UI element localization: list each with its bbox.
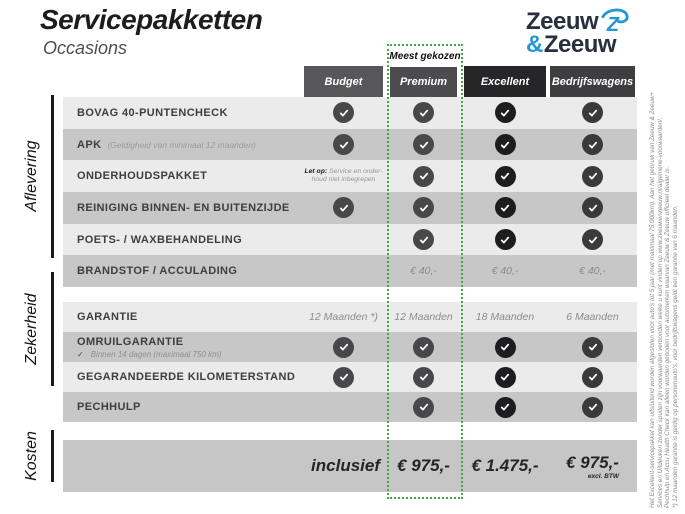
value-cell-excellent bbox=[462, 229, 548, 250]
kosten-row bbox=[63, 440, 637, 492]
kosten-excellent-price: € 1.475,- bbox=[471, 456, 539, 475]
section-zekerheid-rows bbox=[63, 302, 637, 422]
row-label-cell bbox=[63, 265, 302, 277]
logo-word-2: Zeeuw bbox=[543, 31, 617, 58]
check-icon bbox=[582, 197, 603, 218]
value-cell-excellent bbox=[462, 397, 548, 418]
value-cell-bedrijfswagens bbox=[548, 229, 637, 250]
check-icon bbox=[582, 367, 603, 388]
value-cell-premium bbox=[385, 367, 462, 388]
row-label-cell bbox=[63, 401, 302, 413]
value-cell-budget bbox=[302, 168, 385, 184]
check-icon bbox=[495, 134, 516, 155]
row-label-cell bbox=[63, 202, 302, 214]
value-cell-budget bbox=[302, 311, 385, 323]
footnote-text bbox=[649, 30, 679, 508]
row-label: PECHHULP bbox=[77, 401, 141, 413]
check-icon bbox=[495, 367, 516, 388]
table-row bbox=[63, 192, 637, 224]
check-icon bbox=[333, 367, 354, 388]
footnote-line: Het Excellent-servicepakket kan uitsluitend worden afgesloten voor auto's tot 5 jaar (met maximaal 75.000km). Aan het gebruik van Zeeuw & Zeeuw+ bbox=[649, 91, 656, 508]
value-cell-bedrijfswagens bbox=[548, 265, 637, 277]
table-row bbox=[63, 392, 637, 422]
check-icon bbox=[413, 397, 434, 418]
svg-text:Z: Z bbox=[606, 13, 619, 35]
check-icon bbox=[495, 337, 516, 358]
section-label-zekerheid: Zekerheid bbox=[23, 293, 40, 365]
row-label: BRANDSTOF / ACCULADING bbox=[77, 265, 238, 278]
row-label-cell bbox=[63, 336, 302, 359]
check-icon bbox=[413, 229, 434, 250]
kosten-bedrijfswagens-price: € 975,- bbox=[566, 452, 619, 472]
kosten-cell-bedrijfswagens bbox=[548, 453, 637, 480]
value-cell-premium bbox=[385, 102, 462, 123]
value-cell-bedrijfswagens bbox=[548, 197, 637, 218]
value-cell-premium bbox=[385, 197, 462, 218]
check-icon bbox=[582, 229, 603, 250]
check-icon bbox=[413, 367, 434, 388]
row-label-cell bbox=[63, 234, 302, 246]
value-cell-budget bbox=[302, 102, 385, 123]
row-label-cell bbox=[63, 139, 302, 151]
table-row bbox=[63, 332, 637, 362]
logo-line-2 bbox=[526, 31, 630, 58]
kosten-cell-excellent bbox=[462, 456, 548, 476]
kosten-cell-budget bbox=[302, 456, 385, 476]
column-header-row bbox=[63, 66, 637, 97]
table-row bbox=[63, 255, 637, 287]
check-icon bbox=[582, 397, 603, 418]
page-subtitle: Occasions bbox=[43, 38, 128, 58]
check-icon bbox=[582, 102, 603, 123]
value-cell-excellent bbox=[462, 102, 548, 123]
row-label: ONDERHOUDSPAKKET bbox=[77, 170, 208, 183]
value-cell-excellent bbox=[462, 134, 548, 155]
check-icon bbox=[582, 166, 603, 187]
row-label-note: (Geldigheid van minimaal 12 maanden) bbox=[107, 139, 256, 150]
logo-ampersand: & bbox=[526, 31, 543, 58]
footnote-line: Services en Uitdeuken zonder spuiten zijn voorwaarden verbonden welke u kunt vinden op www.zeeuwenzeeuw.nl/algemene-voorwaarden/. bbox=[656, 117, 664, 508]
value-cell-premium bbox=[385, 311, 462, 323]
section-divider-line bbox=[51, 430, 54, 482]
row-subnote-text: Binnen 14 dagen (maximaal 750 km) bbox=[90, 349, 222, 359]
value-cell-premium bbox=[385, 134, 462, 155]
table-row bbox=[63, 129, 637, 161]
value-cell-bedrijfswagens bbox=[548, 397, 637, 418]
check-icon bbox=[495, 102, 516, 123]
section-aflevering-rows bbox=[63, 97, 637, 287]
kosten-cell-premium bbox=[385, 456, 462, 476]
check-icon bbox=[582, 134, 603, 155]
value-cell-excellent bbox=[462, 337, 548, 358]
check-icon bbox=[413, 102, 434, 123]
check-icon bbox=[495, 397, 516, 418]
most-chosen-badge: Meest gekozen bbox=[389, 46, 461, 67]
section-label-aflevering: Aflevering bbox=[23, 140, 40, 212]
footnote-line: *) 12 maanden garantie is geldig op personenauto's, voor bedrijfswagens geldt een garantie van 6 maanden. bbox=[671, 205, 679, 508]
table-row bbox=[63, 224, 637, 256]
check-icon bbox=[495, 197, 516, 218]
row-label-cell bbox=[63, 170, 302, 182]
value-cell-bedrijfswagens bbox=[548, 337, 637, 358]
check-icon bbox=[495, 166, 516, 187]
brand-logo bbox=[526, 7, 630, 58]
check-icon bbox=[333, 134, 354, 155]
row-label-cell bbox=[63, 371, 302, 383]
section-divider-line bbox=[51, 95, 54, 258]
check-icon bbox=[413, 197, 434, 218]
table-row bbox=[63, 160, 637, 192]
value-cell-excellent bbox=[462, 311, 548, 323]
section-divider-line bbox=[51, 272, 54, 386]
table-row bbox=[63, 97, 637, 129]
kosten-premium-price: € 975,- bbox=[397, 456, 450, 475]
row-label: OMRUILGARANTIE bbox=[77, 335, 184, 348]
letop-note: Let op: Service en onder- houd niet inbegrepen bbox=[304, 168, 383, 184]
page-title: Servicepakketten bbox=[40, 4, 263, 35]
column-header-bedrijfswagens: Bedrijfswagens bbox=[550, 66, 635, 97]
value-cell-premium bbox=[385, 265, 462, 277]
letop-prefix: Let op: bbox=[304, 168, 329, 176]
value-cell-premium bbox=[385, 229, 462, 250]
column-header-premium: Premium bbox=[390, 66, 457, 97]
value-cell-bedrijfswagens bbox=[548, 311, 637, 323]
value-cell-bedrijfswagens bbox=[548, 134, 637, 155]
value-text: 18 Maanden bbox=[475, 311, 535, 323]
row-label: BOVAG 40-PUNTENCHECK bbox=[77, 106, 228, 119]
row-subnote bbox=[77, 350, 302, 359]
value-cell-excellent bbox=[462, 166, 548, 187]
check-icon bbox=[413, 134, 434, 155]
footnote-line: Pechhulp en Accu Health Check kan alleen worden geboden voor automerken waarvan Zeeuw & Zeeuw officieel dealer is. bbox=[664, 166, 672, 508]
check-icon bbox=[413, 166, 434, 187]
row-label: POETS- / WAXBEHANDELING bbox=[77, 233, 243, 246]
value-text: 12 Maanden *) bbox=[309, 311, 378, 323]
value-cell-budget bbox=[302, 197, 385, 218]
value-cell-bedrijfswagens bbox=[548, 367, 637, 388]
value-text: € 40,- bbox=[579, 265, 606, 278]
value-cell-excellent bbox=[462, 367, 548, 388]
value-text: 12 Maanden bbox=[394, 311, 453, 323]
value-cell-excellent bbox=[462, 197, 548, 218]
check-icon bbox=[413, 337, 434, 358]
table-row bbox=[63, 362, 637, 392]
value-cell-budget bbox=[302, 337, 385, 358]
value-text: € 40,- bbox=[491, 265, 519, 278]
row-label: APK bbox=[77, 138, 102, 151]
check-icon bbox=[582, 337, 603, 358]
column-header-excellent: Excellent bbox=[464, 66, 546, 97]
column-header-budget: Budget bbox=[304, 66, 383, 97]
row-label: REINIGING BINNEN- EN BUITENZIJDE bbox=[77, 201, 290, 214]
value-cell-bedrijfswagens bbox=[548, 102, 637, 123]
row-label: GEGARANDEERDE KILOMETERSTAND bbox=[77, 371, 296, 383]
kosten-budget-text: inclusief bbox=[311, 456, 380, 475]
value-cell-premium bbox=[385, 166, 462, 187]
kosten-bedrijfswagens-note: excl. BTW bbox=[587, 472, 619, 480]
value-text: € 40,- bbox=[410, 265, 437, 278]
value-cell-premium bbox=[385, 337, 462, 358]
check-icon bbox=[333, 102, 354, 123]
check-icon bbox=[333, 337, 354, 358]
check-icon bbox=[495, 229, 516, 250]
value-cell-budget bbox=[302, 134, 385, 155]
value-cell-excellent bbox=[462, 265, 548, 277]
value-cell-budget bbox=[302, 367, 385, 388]
small-check-icon: ✓ bbox=[77, 349, 84, 359]
section-label-kosten: Kosten bbox=[23, 431, 40, 481]
row-label-cell bbox=[63, 311, 302, 323]
value-text: 6 Maanden bbox=[566, 311, 619, 323]
row-label-cell bbox=[63, 107, 302, 119]
row-label: GARANTIE bbox=[77, 311, 138, 323]
check-icon bbox=[333, 197, 354, 218]
header-spacer bbox=[63, 66, 302, 97]
value-cell-premium bbox=[385, 397, 462, 418]
logo-word-1: Zeeuw bbox=[526, 7, 599, 35]
table-row bbox=[63, 302, 637, 332]
value-cell-bedrijfswagens bbox=[548, 166, 637, 187]
